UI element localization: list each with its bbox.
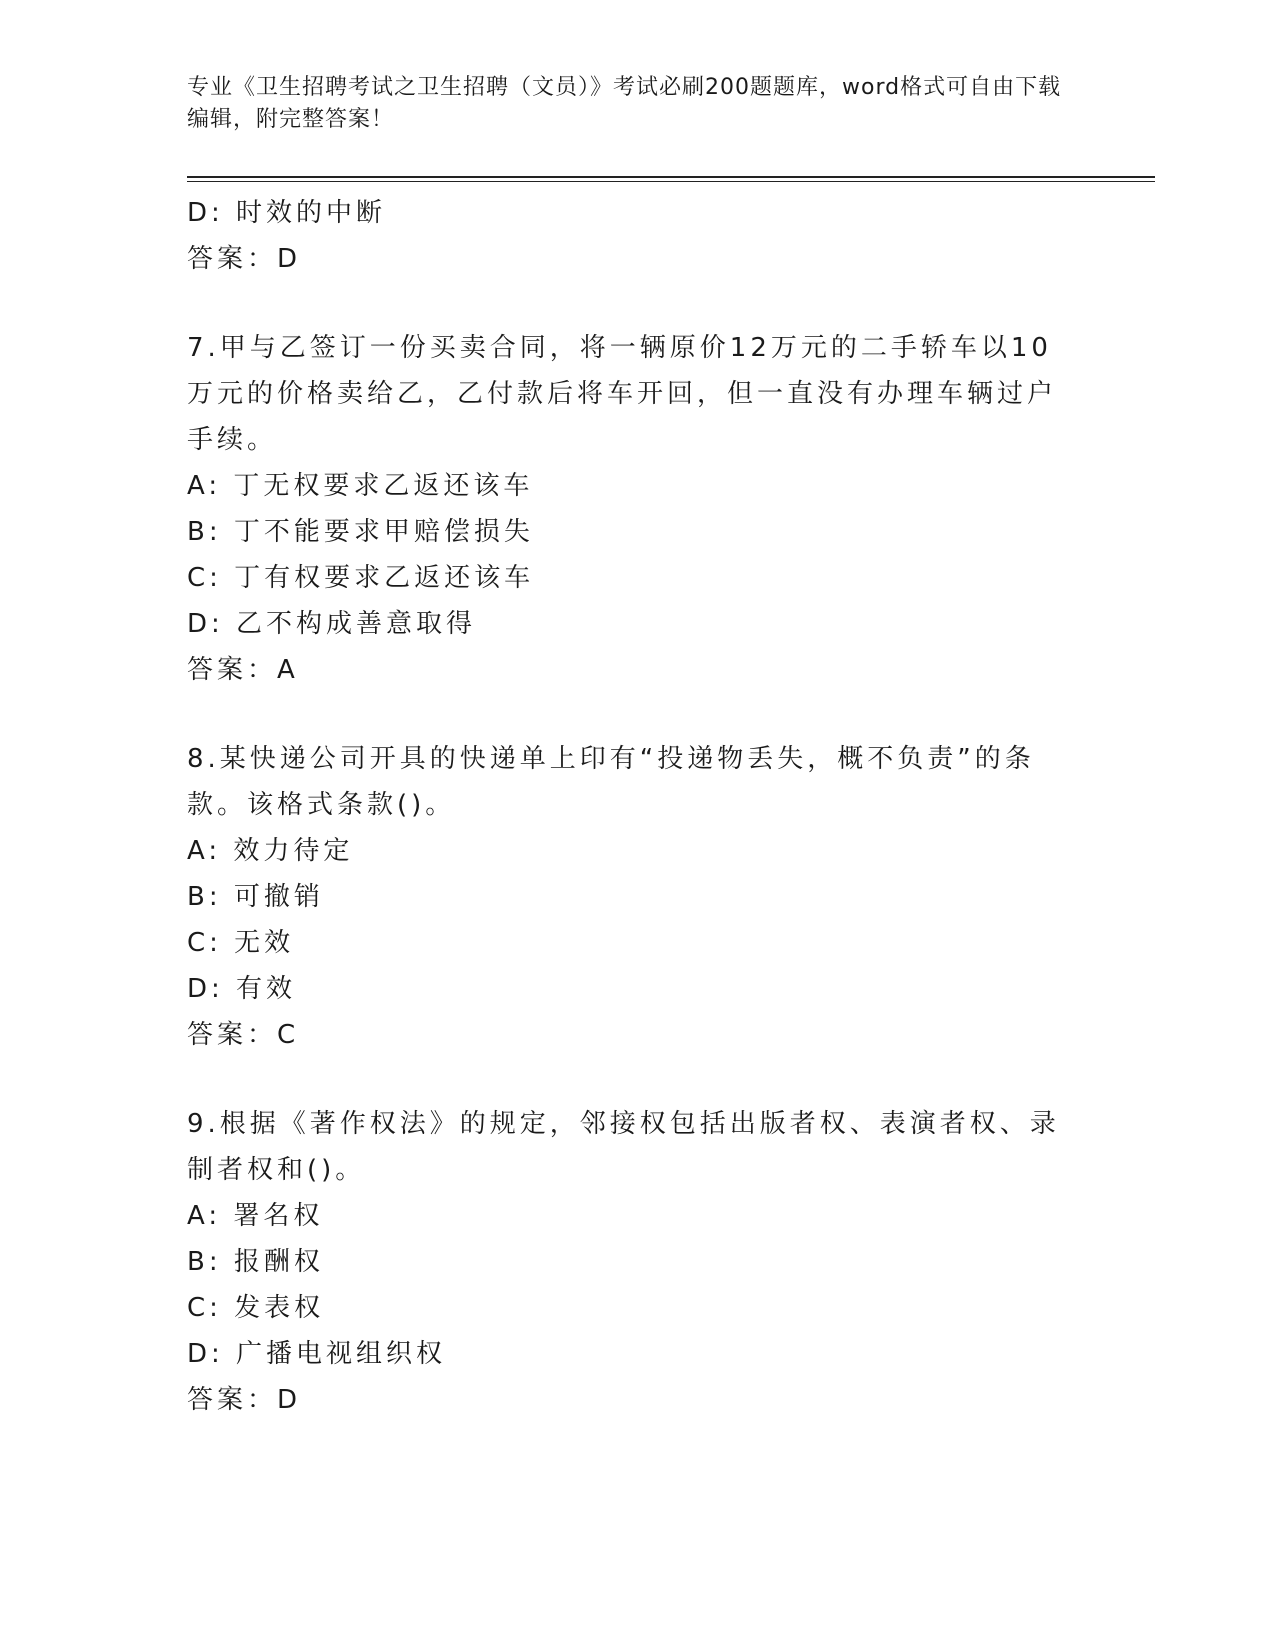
option-d: D: 广播电视组织权: [187, 1339, 447, 1369]
document-body: [187, 190, 1067, 1423]
answer-line: 答案：C: [187, 1020, 300, 1050]
question-fragment: [187, 190, 1067, 282]
option-a: A: 效力待定: [187, 836, 354, 866]
option-b: B: 可撤销: [187, 882, 324, 912]
question-7: [187, 325, 1067, 693]
page-header: 专业《卫生招聘考试之卫生招聘（文员）》考试必刷200题题库，word格式可自由下载编辑，附完整答案！: [187, 75, 1062, 132]
option-d: D: 乙不构成善意取得: [187, 609, 477, 639]
option-d: D: 时效的中断: [187, 198, 387, 228]
answer-line: 答案：D: [187, 1385, 302, 1415]
option-c: C: 无效: [187, 928, 295, 958]
answer-line: 答案：D: [187, 244, 302, 274]
option-c: C: 发表权: [187, 1293, 325, 1323]
question-text: 8.某快递公司开具的快递单上印有“投递物丢失，概不负责”的条款。该格式条款()。: [187, 744, 1035, 820]
question-9: [187, 1101, 1067, 1423]
option-d: D: 有效: [187, 974, 297, 1004]
spacer: [187, 1058, 1067, 1101]
spacer: [187, 282, 1067, 325]
header-rule-thin: [187, 181, 1155, 182]
option-a: A: 署名权: [187, 1201, 324, 1231]
option-a: A: 丁无权要求乙返还该车: [187, 471, 534, 501]
question-8: [187, 736, 1067, 1058]
question-text: 9.根据《著作权法》的规定，邻接权包括出版者权、表演者权、录制者权和()。: [187, 1109, 1060, 1185]
header-rule-thick: [187, 176, 1155, 178]
spacer: [187, 693, 1067, 736]
answer-line: 答案：A: [187, 655, 299, 685]
option-c: C: 丁有权要求乙返还该车: [187, 563, 535, 593]
question-text: 7.甲与乙签订一份买卖合同，将一辆原价12万元的二手轿车以10万元的价格卖给乙，乙付款后将车开回，但一直没有办理车辆过户手续。: [187, 333, 1058, 455]
option-b: B: 报酬权: [187, 1247, 324, 1277]
option-b: B: 丁不能要求甲赔偿损失: [187, 517, 534, 547]
